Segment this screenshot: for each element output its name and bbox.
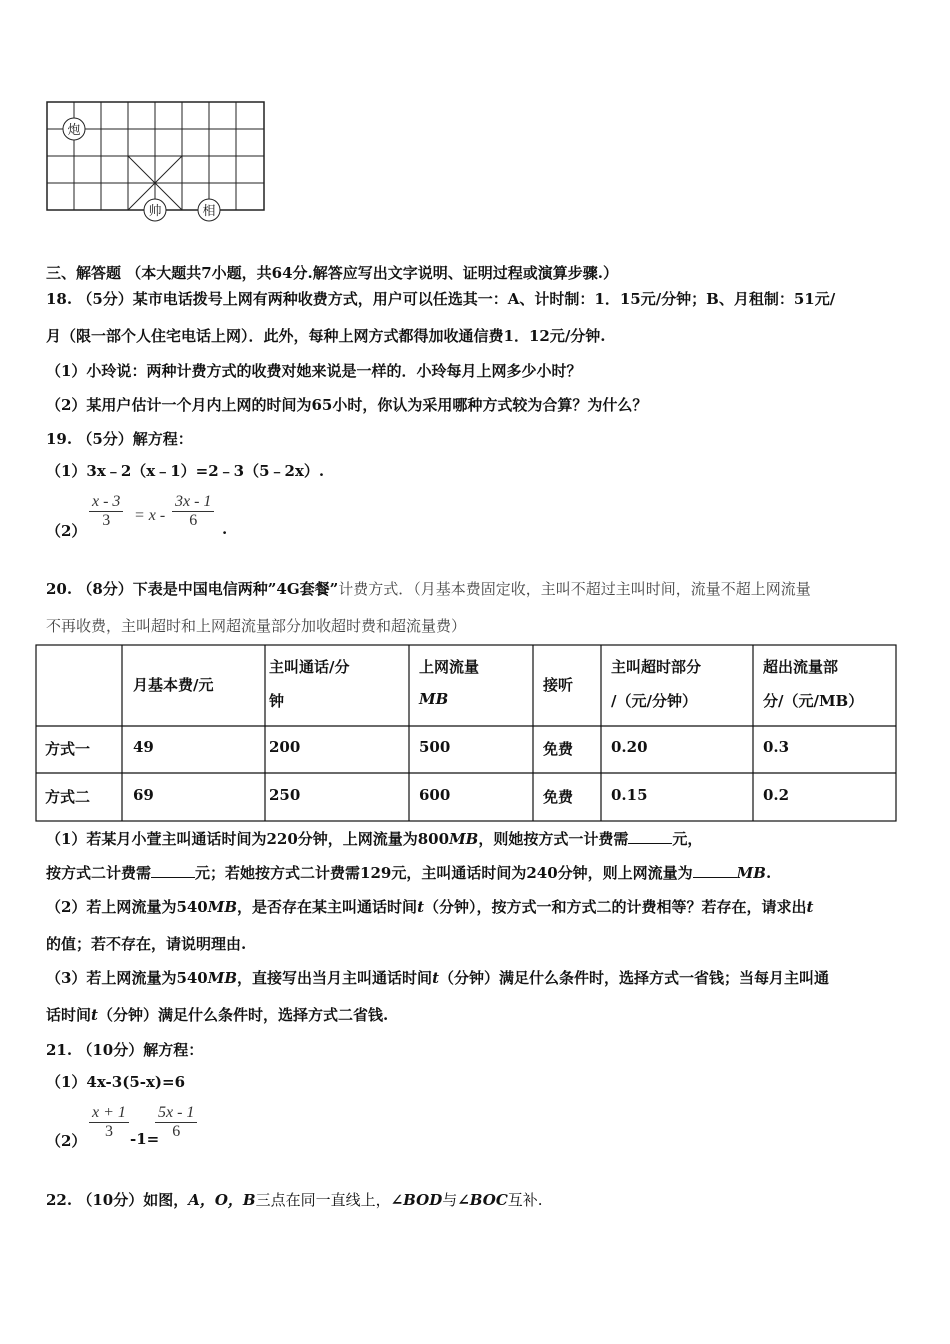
header-data: 上网流量: [419, 658, 480, 676]
q18-part1: （1）小玲说：两种计费方式的收费对她来说是一样的．小玲每月上网多少小时？: [46, 362, 582, 380]
row2-plan: 方式二: [45, 788, 91, 806]
q21-frac1-numerator: x + 1: [89, 1104, 129, 1123]
q21-fraction-1: [89, 1104, 129, 1141]
q20-line1: 20. （8分）下表是中国电信两种”4G套餐”计费方式．（月基本费固定收，主叫不超过主叫时间，流量不超上网流量: [46, 580, 811, 598]
section-heading: 三、解答题 （本大题共7小题，共64分.解答应写出文字说明、证明过程或演算步骤.）: [46, 264, 618, 282]
header-answer: 接听: [543, 676, 574, 694]
q21-title: 21. （10分）解方程：: [46, 1041, 204, 1059]
q20-part1-line1: （1）若某月小萱主叫通话时间为220分钟，上网流量为800MB，则她按方式一计费需 元，: [46, 830, 703, 848]
q19-frac2-denominator: 6: [189, 512, 198, 529]
svg-text:相: 相: [202, 204, 216, 219]
q21-frac2-numerator: 5x - 1: [155, 1104, 197, 1123]
svg-text:炮: 炮: [67, 123, 81, 138]
q19-end: .: [222, 520, 228, 538]
q18-line1: 18. （5分）某市电话拨号上网有两种收费方式，用户可以任选其一：A、计时制：1．15元/分钟；B、月租制：51元/: [46, 290, 836, 308]
header-data-unit: MB: [419, 690, 449, 708]
q19-frac2-numerator: 3x - 1: [172, 493, 214, 512]
row1-answer: 免费: [543, 740, 574, 758]
q21-fraction-2: [155, 1104, 197, 1141]
q20-part1-line2: 按方式二计费需 元；若她按方式二计费需129元，主叫通话时间为240分钟，则上网流量为 MB.: [46, 864, 772, 882]
q20-part3-line2: 话时间t（分钟）满足什么条件时，选择方式二省钱.: [46, 1006, 389, 1024]
q21-part1: （1）4x-3(5-x)=6: [46, 1073, 186, 1091]
row1-plan: 方式一: [45, 740, 91, 758]
q21-frac2-denominator: 6: [172, 1123, 181, 1140]
q19-part2-label: （2）: [46, 522, 87, 540]
svg-text:帅: 帅: [148, 204, 162, 219]
row1-base-fee: 49: [133, 738, 154, 756]
row1-call-time: 200: [269, 738, 301, 756]
q19-frac1-denominator: 3: [102, 512, 111, 529]
header-call-time-unit: 钟: [269, 692, 285, 710]
row2-data: 600: [419, 786, 451, 804]
row2-call-time: 250: [269, 786, 301, 804]
q19-equals: = x -: [134, 507, 166, 524]
header-extra-data: 超出流量部: [763, 658, 839, 676]
answer-blank-3[interactable]: [693, 863, 737, 878]
piece-pao: [63, 118, 85, 140]
row1-extra-data: 0.3: [763, 738, 790, 756]
q18-line2: 月（限一部个人住宅电话上网）．此外，每种上网方式都得加收通信费1．12元/分钟.: [46, 327, 606, 345]
q20-part2-line2: 的值；若不存在，请说明理由.: [46, 935, 247, 953]
q19-title: 19. （5分）解方程：: [46, 430, 193, 448]
header-call-overtime: 主叫超时部分: [611, 658, 702, 676]
row1-data: 500: [419, 738, 451, 756]
header-call-overtime-unit: /（元/分钟）: [611, 692, 697, 710]
answer-blank-1[interactable]: [628, 829, 672, 844]
header-call-time: 主叫通话/分: [269, 658, 350, 676]
piece-shuai: [144, 199, 166, 221]
header-base-fee: 月基本费/元: [133, 676, 214, 694]
piece-xiang: [198, 199, 220, 221]
row2-base-fee: 69: [133, 786, 154, 804]
q19-fraction-2: [172, 493, 214, 530]
q21-frac1-denominator: 3: [104, 1123, 113, 1140]
q20-part3-line1: （3）若上网流量为540MB，直接写出当月主叫通话时间t（分钟）满足什么条件时，选择方式一省钱；当每月主叫通: [46, 969, 830, 987]
row2-call-overtime: 0.15: [611, 786, 648, 804]
chess-board-diagram: [44, 100, 268, 225]
answer-blank-2[interactable]: [151, 863, 195, 878]
q22-text: 22. （10分）如图，A，O，B三点在同一直线上，∠BOD与∠BOC互补.: [46, 1191, 543, 1209]
fee-table: [35, 644, 897, 822]
q21-mid: -1=: [130, 1130, 160, 1148]
q20-part2-line1: （2）若上网流量为540MB，是否存在某主叫通话时间t（分钟），按方式一和方式二的计费相等？若存在，请求出t: [46, 898, 814, 916]
q20-line2: 不再收费，主叫超时和上网超流量部分加收超时费和超流量费）: [46, 617, 467, 635]
row1-call-overtime: 0.20: [611, 738, 648, 756]
q21-part2-label: （2）: [46, 1132, 87, 1150]
q19-fraction-1: [89, 493, 123, 530]
q19-part1: （1）3x﹣2（x﹣1）=2﹣3（5﹣2x）.: [46, 462, 325, 480]
q18-part2: （2）某用户估计一个月内上网的时间为65小时，你认为采用哪种方式较为合算？为什么？: [46, 396, 648, 414]
row2-extra-data: 0.2: [763, 786, 790, 804]
q19-frac1-numerator: x - 3: [89, 493, 123, 512]
row2-answer: 免费: [543, 788, 574, 806]
header-extra-data-unit: 分/（元/MB）: [763, 692, 864, 710]
